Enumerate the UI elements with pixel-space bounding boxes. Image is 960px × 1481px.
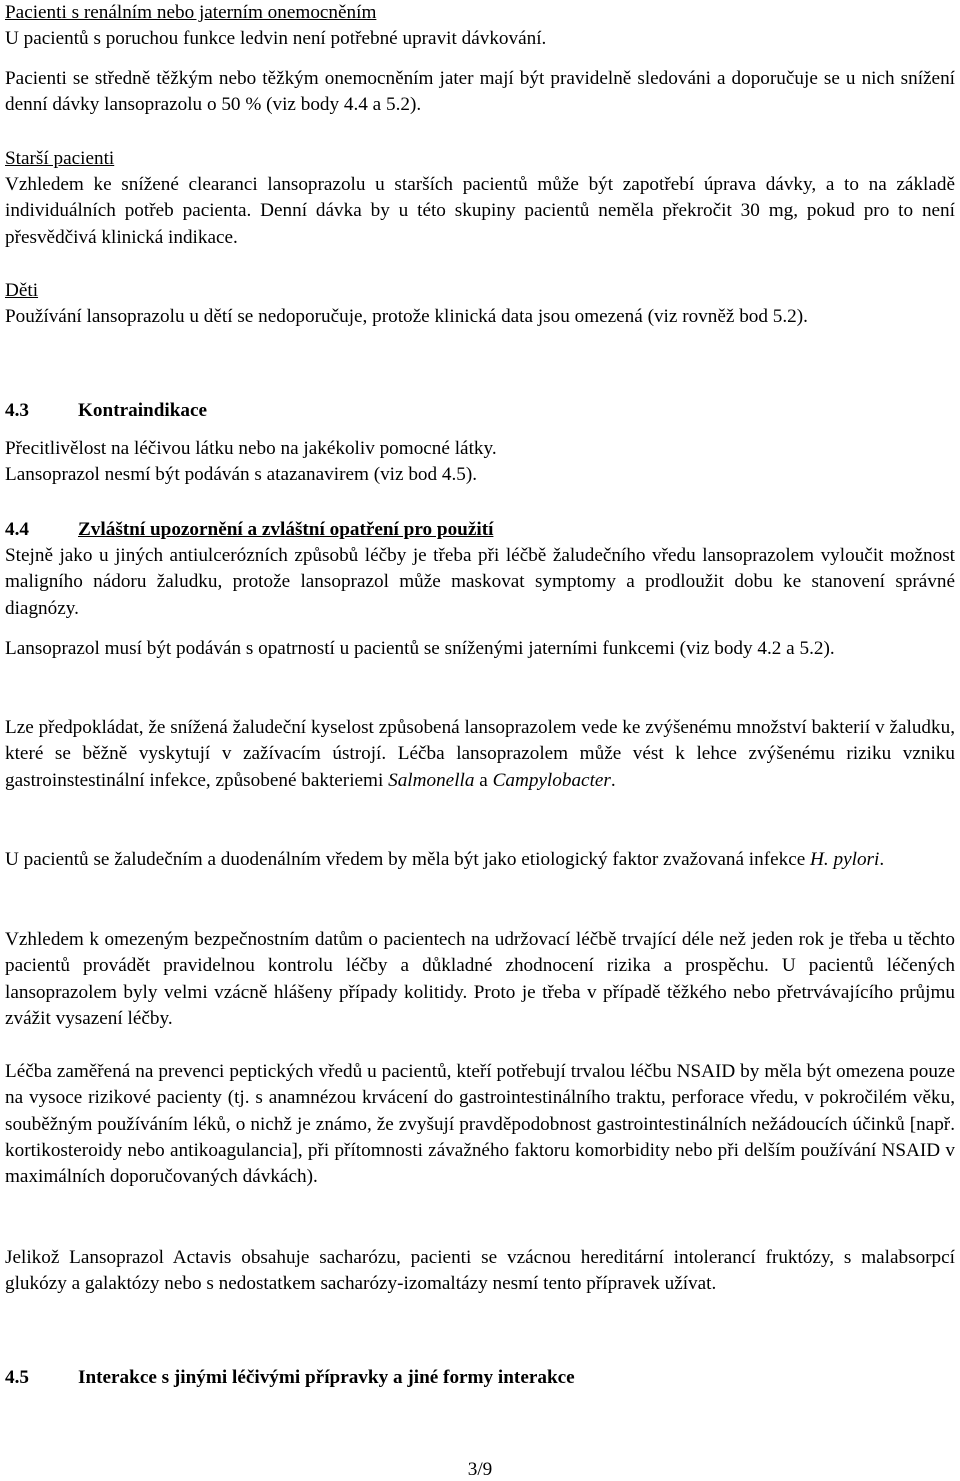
section-title: Kontraindikace [78,400,207,421]
children-subheading: Děti [5,280,39,301]
warnings-paragraph-4 [5,847,955,873]
organism-name: Salmonella [388,769,475,791]
section-number: 4.4 [5,519,29,540]
paragraph-text: . [610,769,616,791]
warnings-paragraph-1: Stejně jako u jiných antiulcerózních způsobů léčby je třeba při léčbě žaludečního vředu lansoprazolem vyloučit možnost maligního nádoru žaludku, protože lansoprazol může maskovat symptomy a prodloužit dobu ke stanovení správné diagnózy. [5,545,955,619]
children-paragraph: Používání lansoprazolu u dětí se nedoporučuje, protože klinická data jsou omezená (viz rovněž bod 5.2). [5,306,808,327]
section-4-3-heading [5,398,955,424]
warnings-paragraph-2: Lansoprazol musí být podáván s opatrností u pacientů se sníženými jaterními funkcemi (viz body 4.2 a 5.2). [5,638,835,659]
section-title: Zvláštní upozornění a zvláštní opatření pro použití [78,519,494,540]
renal-hepatic-subheading: Pacienti s renálním nebo jaterním onemocněním [5,2,377,23]
paragraph-text: U pacientů se žaludečním a duodenálním vředem by měla být jako etiologický faktor zvažovaná infekce [5,849,811,870]
warnings-paragraph-6: Léčba zaměřená na prevenci peptických vředů u pacientů, kteří potřebují trvalou léčbu NSAID by měla být omezena pouze na vysoce rizikové pacienty (tj. s anamnézou krvácení do gastrointestinálního traktu, perforace vředu, v pokročilém věku, souběžným používáním léků, o nichž je známo, že zvyšují pravděpodobnost gastrointestinálních nežádoucích účinků [např. kortikosteroidy nebo antikoagulancia], při přítomnosti závažného faktoru komorbidity nebo při delším používání NSAID v maximálních doporučovaných dávkách). [5,1061,955,1188]
section-title: Interakce s jinými léčivými přípravky a jiné formy interakce [78,1367,575,1388]
elderly-subheading: Starší pacienti [5,148,115,169]
contraindication-line-2: Lansoprazol nesmí být podáván s atazanavirem (viz bod 4.5). [5,464,478,485]
organism-name: Campylobacter [492,769,611,791]
section-4-4-heading [5,517,955,543]
page-number: 3/9 [467,1459,493,1480]
section-number: 4.5 [5,1367,29,1388]
contraindication-line-1: Přecitlivělost na léčivou látku nebo na jakékoliv pomocné látky. [5,438,497,459]
warnings-paragraph-3 [5,715,955,794]
warnings-paragraph-5: Vzhledem k omezeným bezpečnostním datům o pacientech na udržovací léčbě trvající déle než jeden rok je třeba u těchto pacientů provádět pravidelnou kontrolu léčby a důkladné zhodnocení rizika a prospěchu. U pacientů léčených lansoprazolem byly velmi vzácně hlášeny případy kolitidy. Proto je třeba v případě těžkého nebo přetrvávajícího průjmu zvážit vysazení léčby. [5,929,955,1029]
paragraph-text: Lze předpokládat, že snížená žaludeční kyselost způsobená lansoprazolem vede ke zvýšenému množství bakterií v žaludku, které se běžně vyskytují v zažívacím ústrojí. Léčba lansoprazolem může vést k lehce zvýšenému riziku vzniku gastroinstestinální infekce, způsobené bakteriemi [5,717,955,791]
section-number: 4.3 [5,400,29,421]
paragraph-text: a [474,769,493,791]
section-4-5-heading [5,1365,955,1391]
hepatic-dosage-paragraph: Pacienti se středně těžkým nebo těžkým onemocněním jater mají být pravidelně sledováni a doporučuje se u nich snížení denní dávky lansoprazolu o 50 % (viz body 4.4 a 5.2). [5,68,955,116]
paragraph-text: . [879,849,885,870]
warnings-paragraph-7: Jelikož Lansoprazol Actavis obsahuje sacharózu, pacienti se vzácnou hereditární intolerancí fruktózy, s malabsorpcí glukózy a galaktózy nebo s nedostatkem sacharózy-izomaltázy nesmí tento přípravek užívat. [5,1247,955,1295]
elderly-paragraph: Vzhledem ke snížené clearanci lansoprazolu u starších pacientů může být zapotřebí úprava dávky, a to na základě individuálních potřeb pacienta. Denní dávka by u této skupiny pacientů neměla překročit 30 mg, pokud pro to není přesvědčivá klinická indikace. [5,174,955,248]
renal-dosage-text: U pacientů s poruchou funkce ledvin není potřebné upravit dávkování. [5,28,547,49]
organism-name: H. pylori [810,849,880,870]
